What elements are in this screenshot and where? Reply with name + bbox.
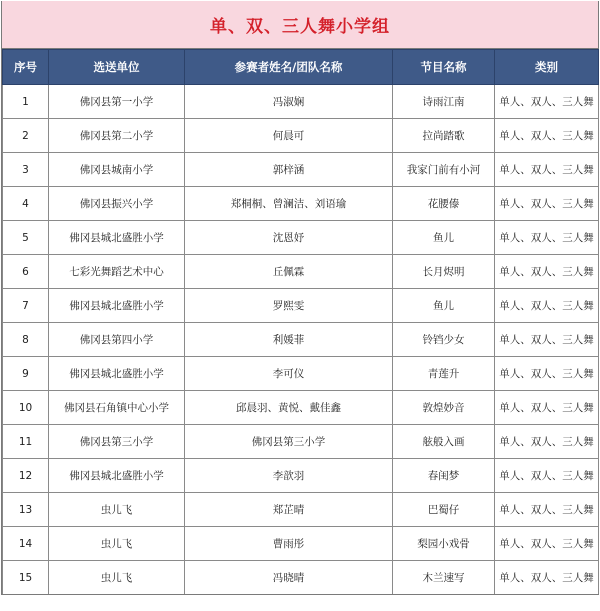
table-row [3,391,599,425]
cell-participant: 丘佩霖 [185,255,393,289]
cell-program: 春闺梦 [393,459,495,493]
cell-category: 单人、双人、三人舞 [495,119,599,153]
cell-program: 铃铛少女 [393,323,495,357]
cell-participant: 邱晨羽、黄悦、戴佳鑫 [185,391,393,425]
table-row [3,561,599,595]
cell-participant: 郑芷晴 [185,493,393,527]
cell-category: 单人、双人、三人舞 [495,425,599,459]
cell-unit: 佛冈县城北盛胜小学 [49,289,185,323]
cell-category: 单人、双人、三人舞 [495,323,599,357]
cell-participant: 李可仪 [185,357,393,391]
cell-unit: 虫儿飞 [49,527,185,561]
table-row [3,153,599,187]
cell-category: 单人、双人、三人舞 [495,459,599,493]
cell-unit: 佛冈县振兴小学 [49,187,185,221]
cell-participant: 罗熙雯 [185,289,393,323]
cell-participant: 冯淑娴 [185,85,393,119]
table-row [3,289,599,323]
cell-index: 6 [3,255,49,289]
cell-index: 3 [3,153,49,187]
table-body [3,85,599,595]
cell-program: 诗雨江南 [393,85,495,119]
cell-program: 梨园小戏骨 [393,527,495,561]
cell-category: 单人、双人、三人舞 [495,561,599,595]
cell-index: 4 [3,187,49,221]
cell-category: 单人、双人、三人舞 [495,493,599,527]
cell-index: 10 [3,391,49,425]
cell-program: 鱼儿 [393,221,495,255]
header-category: 类别 [495,50,599,85]
cell-index: 2 [3,119,49,153]
cell-participant: 利媛菲 [185,323,393,357]
cell-participant: 郑桐桐、曾澜洁、刘语瑜 [185,187,393,221]
cell-category: 单人、双人、三人舞 [495,255,599,289]
cell-unit: 佛冈县第三小学 [49,425,185,459]
cell-unit: 佛冈县城北盛胜小学 [49,357,185,391]
cell-category: 单人、双人、三人舞 [495,187,599,221]
cell-program: 敦煌妙音 [393,391,495,425]
cell-unit: 佛冈县城北盛胜小学 [49,221,185,255]
cell-index: 11 [3,425,49,459]
cell-participant: 郭梓涵 [185,153,393,187]
cell-program: 青莲升 [393,357,495,391]
cell-category: 单人、双人、三人舞 [495,357,599,391]
cell-unit: 佛冈县石角镇中心小学 [49,391,185,425]
header-unit: 选送单位 [49,50,185,85]
table-row [3,255,599,289]
cell-participant: 沈恩妤 [185,221,393,255]
cell-index: 15 [3,561,49,595]
results-sheet [1,1,599,595]
cell-program: 长月烬明 [393,255,495,289]
cell-unit: 虫儿飞 [49,493,185,527]
cell-index: 8 [3,323,49,357]
cell-program: 木兰速写 [393,561,495,595]
table-row [3,119,599,153]
cell-participant: 曹雨彤 [185,527,393,561]
cell-index: 12 [3,459,49,493]
cell-unit: 佛冈县第四小学 [49,323,185,357]
cell-participant: 李歆羽 [185,459,393,493]
cell-unit: 佛冈县城北盛胜小学 [49,459,185,493]
cell-program: 巴蜀仔 [393,493,495,527]
cell-category: 单人、双人、三人舞 [495,153,599,187]
table-row [3,493,599,527]
table-row [3,357,599,391]
table-header [3,50,599,85]
sheet-title: 单、双、三人舞小学组 [2,1,598,49]
cell-unit: 七彩光舞蹈艺术中心 [49,255,185,289]
cell-category: 单人、双人、三人舞 [495,391,599,425]
cell-unit: 佛冈县第一小学 [49,85,185,119]
table-row [3,323,599,357]
cell-category: 单人、双人、三人舞 [495,527,599,561]
header-participant: 参赛者姓名/团队名称 [185,50,393,85]
cell-participant: 何晨可 [185,119,393,153]
cell-unit: 佛冈县城南小学 [49,153,185,187]
cell-index: 5 [3,221,49,255]
cell-index: 14 [3,527,49,561]
cell-participant: 佛冈县第三小学 [185,425,393,459]
cell-program: 花腰傣 [393,187,495,221]
cell-category: 单人、双人、三人舞 [495,289,599,323]
cell-unit: 佛冈县第二小学 [49,119,185,153]
table-row [3,85,599,119]
cell-index: 9 [3,357,49,391]
cell-category: 单人、双人、三人舞 [495,221,599,255]
header-program: 节目名称 [393,50,495,85]
cell-program: 我家门前有小河 [393,153,495,187]
cell-program: 鱼儿 [393,289,495,323]
cell-index: 13 [3,493,49,527]
cell-participant: 冯晓晴 [185,561,393,595]
header-row [3,50,599,85]
cell-index: 1 [3,85,49,119]
cell-unit: 虫儿飞 [49,561,185,595]
table-row [3,187,599,221]
table-row [3,459,599,493]
header-index: 序号 [3,50,49,85]
cell-program: 舷般入画 [393,425,495,459]
cell-program: 拉尚踏歌 [393,119,495,153]
results-table [2,49,599,595]
table-row [3,425,599,459]
table-row [3,527,599,561]
cell-index: 7 [3,289,49,323]
table-row [3,221,599,255]
cell-category: 单人、双人、三人舞 [495,85,599,119]
